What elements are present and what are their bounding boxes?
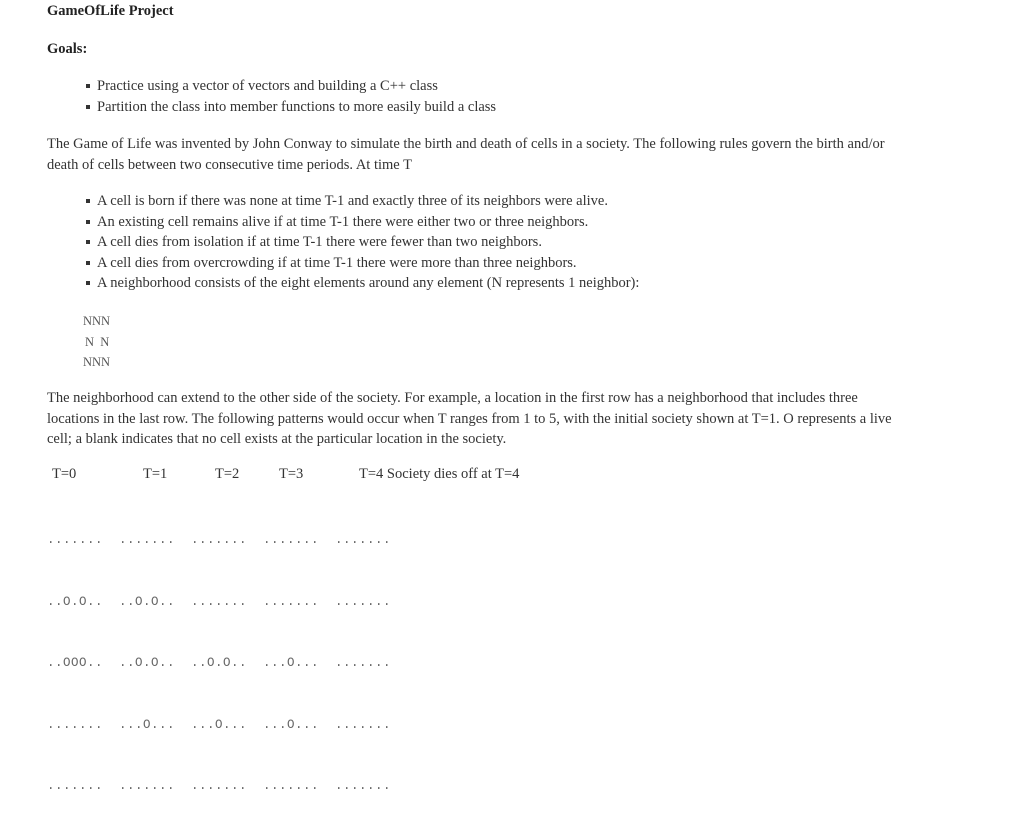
grid-row: ..OOO.. ..O.O.. ..O.O.. ...O... ....... [47,656,392,670]
list-item: Partition the class into member functions to more easily build a class [86,97,496,118]
time-label-t0: T=0 [52,466,77,482]
neighborhood-row: N N [85,334,110,349]
grid-row: ....... ....... ....... ....... ....... [47,533,392,547]
bullet-icon [86,84,90,88]
goals-heading: Goals: [47,41,88,57]
list-item: An existing cell remains alive if at time T-1 there were either two or three neighbors. [86,212,639,233]
list-item: A cell is born if there was none at time T-1 and exactly three of its neighbors were alive. [86,191,639,212]
time-label-t3: T=3 [279,466,304,482]
bullet-icon [86,220,90,224]
grid-row: ..O.O.. ..O.O.. ....... ....... ....... [47,594,392,609]
list-item: A neighborhood consists of the eight elements around any element (N represents 1 neighbor): [86,273,639,294]
grid-row: ....... ...O... ...O... ...O... ....... [47,717,392,732]
goals-list [86,76,496,117]
list-item: A cell dies from overcrowding if at time T-1 there were more than three neighbors. [86,253,639,274]
page-title: GameOfLife Project [47,3,174,19]
neighborhood-diagram [83,311,110,373]
bullet-icon [86,281,90,285]
neighborhood-row: NNN [83,355,111,369]
bullet-icon [86,199,90,203]
society-grid [47,489,391,817]
explanation-paragraph: The neighborhood can extend to the other side of the society. For example, a location in the first row has a neighborhood that includes three locations in the last row. The following patterns would occur when T ranges from 1 to 5, with the initial society shown at T=1. O represents a live cell; a blank indicates that no cell exists at the particular location in the society. [47,390,892,447]
time-label-t4: T=4 Society dies off at T=4 [359,466,520,482]
neighborhood-row: NNN [83,314,111,328]
intro-paragraph: The Game of Life was invented by John Conway to simulate the birth and death of cells in a society. The following rules govern the birth and/or death of cells between two consecutive time periods. At time T [47,136,885,173]
list-item: A cell dies from isolation if at time T-1 there were fewer than two neighbors. [86,232,639,253]
time-label-t1: T=1 [143,466,168,482]
bullet-icon [86,261,90,265]
rules-list [86,191,639,294]
time-label-t2: T=2 [215,466,240,482]
grid-row: ....... ....... ....... ....... ....... [47,779,392,793]
bullet-icon [86,105,90,109]
bullet-icon [86,240,90,244]
list-item: Practice using a vector of vectors and building a C++ class [86,76,496,97]
